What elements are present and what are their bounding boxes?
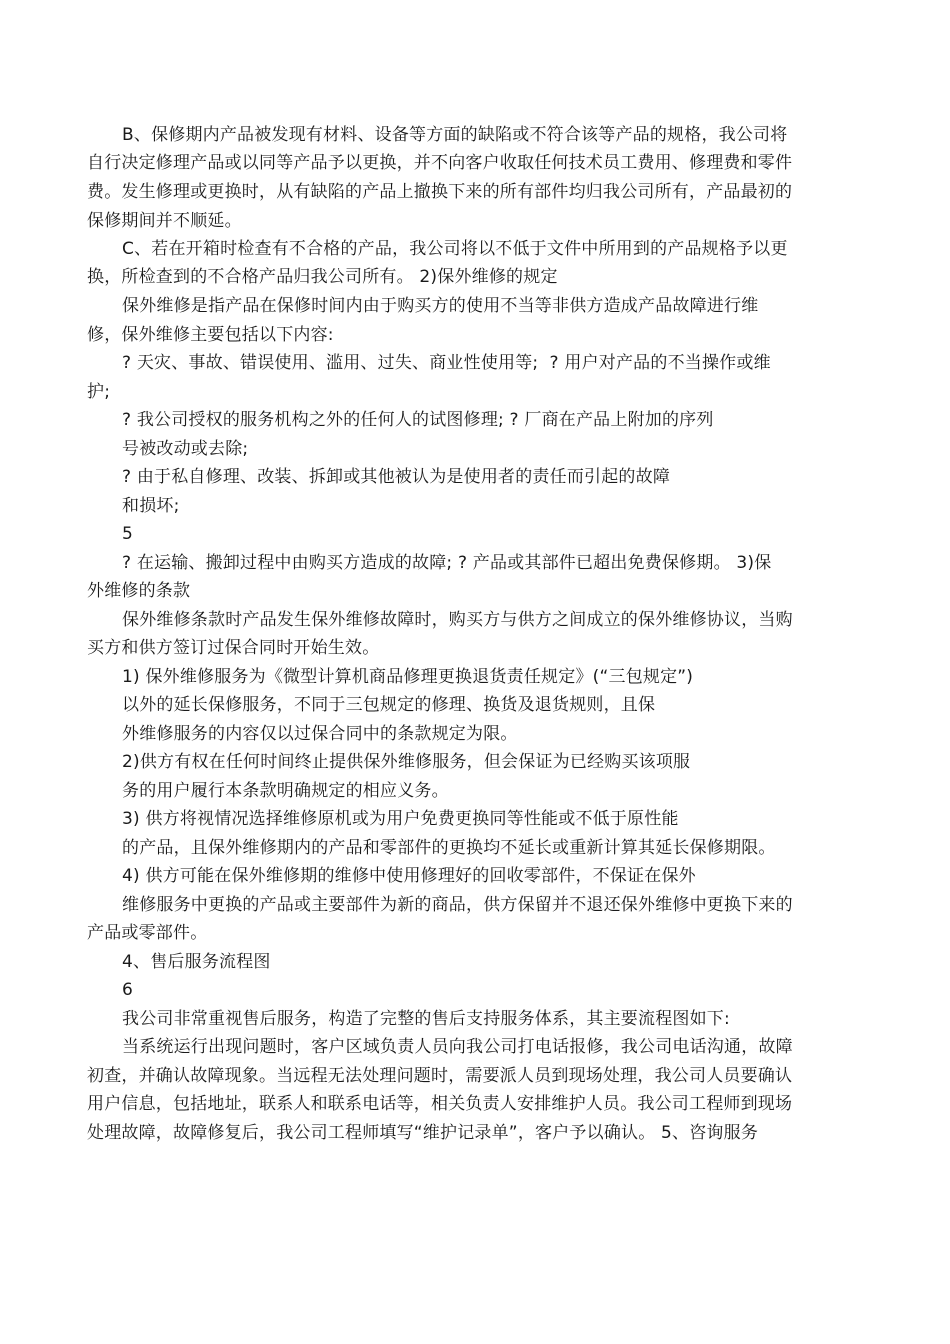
text-line: 维修服务中更换的产品或主要部件为新的商品，供方保留并不退还保外维修中更换下来的 [122,895,793,915]
text-line: 2)供方有权在任何时间终止提供保外维修服务，但会保证为已经购买该项服 [122,752,691,772]
text-line: 的产品，且保外维修期内的产品和零部件的更换均不延长或重新计算其延长保修期限。 [122,838,776,858]
text-line: 处理故障，故障修复后，我公司工程师填写“维护记录单”，客户予以确认。 5、咨询服务 [87,1123,759,1143]
text-line: 护; [87,382,111,402]
page-number: 5 [122,524,134,544]
text-line: 自行决定修理产品或以同等产品予以更换，并不向客户收取任何技术员工费用、修理费和零件 [87,153,793,173]
text-line: 以外的延长保修服务，不同于三包规定的修理、换货及退货规则，且保 [122,695,656,715]
page-number: 6 [122,980,134,1000]
text-line: 产品或零部件。 [87,923,208,943]
text-line: B、保修期内产品被发现有材料、设备等方面的缺陷或不符合该等产品的规格，我公司将 [122,125,788,145]
text-line: 号被改动或去除; [122,439,249,459]
text-line: ? 天灾、事故、错误使用、滥用、过失、商业性使用等; ? 用户对产品的不当操作或维 [122,353,771,373]
text-line: 用户信息，包括地址，联系人和联系电话等，相关负责人安排维护人员。我公司工程师到现场 [87,1094,793,1114]
text-line: 当系统运行出现问题时，客户区域负责人员向我公司打电话报修，我公司电话沟通，故障 [122,1037,793,1057]
text-line: 务的用户履行本条款明确规定的相应义务。 [122,781,449,801]
text-line: 4) 供方可能在保外维修期的维修中使用修理好的回收零部件，不保证在保外 [122,866,696,886]
text-line: 修，保外维修主要包括以下内容: [87,325,334,345]
text-line: 买方和供方签订过保合同时开始生效。 [87,638,380,658]
text-line: 保外维修是指产品在保修时间内由于购买方的使用不当等非供方造成产品故障进行维 [122,296,759,316]
text-line: ? 我公司授权的服务机构之外的任何人的试图修理; ? 厂商在产品上附加的序列 [122,410,714,430]
section-heading: 4、售后服务流程图 [122,952,271,972]
text-line: 3) 供方将视情况选择维修原机或为用户免费更换同等性能或不低于原性能 [122,809,679,829]
text-line: ? 由于私自修理、改装、拆卸或其他被认为是使用者的责任而引起的故障 [122,467,671,487]
text-line: 我公司非常重视售后服务，构造了完整的售后支持服务体系，其主要流程图如下: [122,1009,730,1029]
text-line: 外维修的条款 [87,581,191,601]
text-line: C、若在开箱时检查有不合格的产品，我公司将以不低于文件中所用到的产品规格予以更 [122,239,788,259]
text-line: 外维修服务的内容仅以过保合同中的条款规定为限。 [122,724,518,744]
text-line: 初查，并确认故障现象。当远程无法处理问题时，需要派人员到现场处理，我公司人员要确认 [87,1066,793,1086]
text-line: 保外维修条款时产品发生保外维修故障时，购买方与供方之间成立的保外维修协议，当购 [122,610,793,630]
text-line: 保修期间并不顺延。 [87,211,242,231]
text-line: 和损坏; [122,496,180,516]
text-line: 1) 保外维修服务为《微型计算机商品修理更换退货责任规定》(“三包规定”) [122,667,694,687]
text-line: ? 在运输、搬卸过程中由购买方造成的故障; ? 产品或其部件已超出免费保修期。 3)保 [122,553,772,573]
text-line: 换，所检查到的不合格产品归我公司所有。 2)保外维修的规定 [87,267,558,287]
text-line: 费。发生修理或更换时，从有缺陷的产品上撤换下来的所有部件均归我公司所有，产品最初的 [87,182,793,202]
